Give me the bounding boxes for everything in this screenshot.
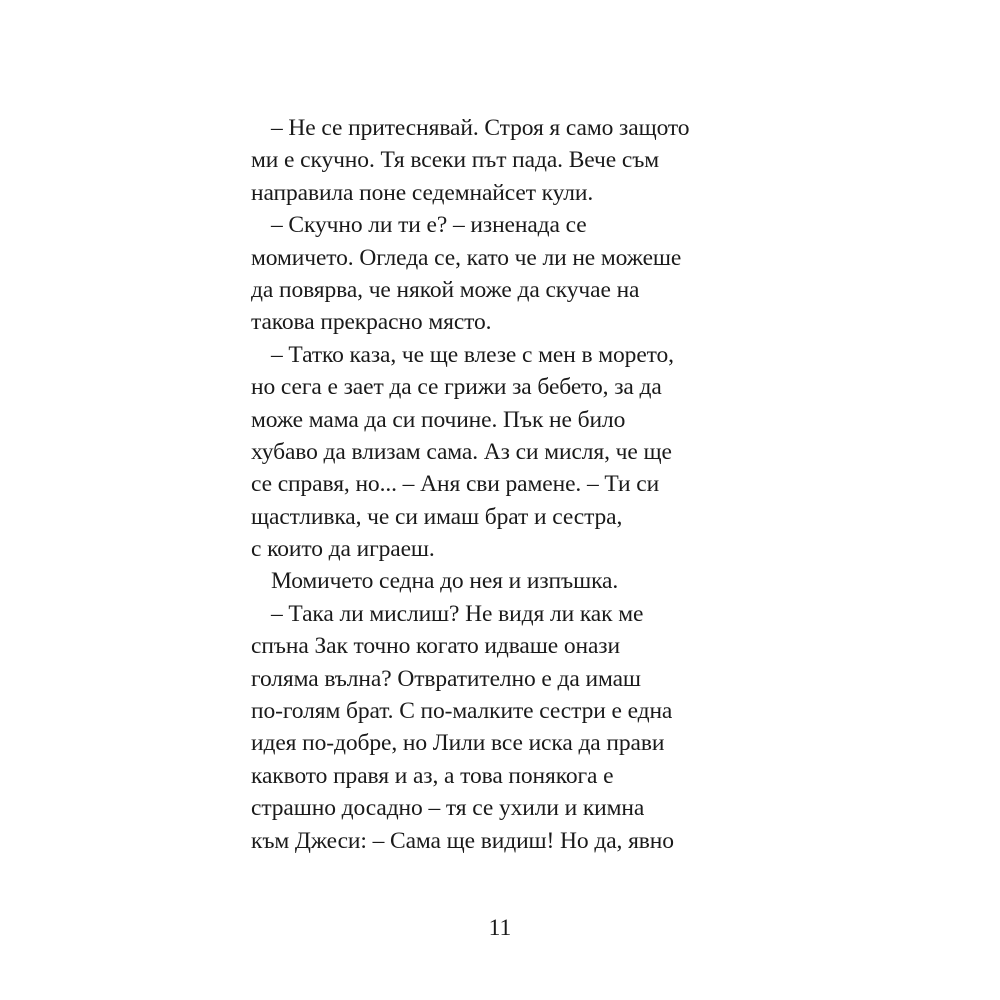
text-line: с които да играеш. [251, 536, 435, 563]
text-line: може мама да си почине. Пък не било [251, 406, 626, 433]
text-line: голяма вълна? Отвратително е да имаш [251, 665, 641, 692]
text-line: – Не се притеснявай. Строя я само защото [271, 115, 690, 141]
text-line: Момичето седна до нея и изпъшка. [271, 568, 619, 595]
text-line: – Татко каза, че ще влезе с мен в морето, [271, 341, 674, 368]
page-number: 11 [488, 915, 512, 941]
text-line: се справя, но... – Аня сви рамене. – Ти си [251, 471, 660, 498]
text-line: страшно досадно – тя се ухили и кимна [251, 795, 645, 822]
text-line: спъна Зак точно когато идваше онази [251, 633, 620, 660]
text-line: такова прекрасно място. [251, 309, 492, 336]
text-line: хубаво да влизам сама. Аз си мисля, че ще [251, 438, 672, 465]
text-line: към Джеси: – Сама ще видиш! Но да, явно [251, 827, 674, 854]
text-line: по-голям брат. С по-малките сестри е една [251, 698, 673, 725]
text-line: идея по-добре, но Лили все иска да прави [251, 730, 665, 757]
text-line: каквото правя и аз, а това понякога е [251, 762, 614, 789]
text-line: направила поне седемнайсет кули. [251, 179, 594, 206]
text-line: – Скучно ли ти е? – изненада се [271, 212, 587, 239]
text-line: – Така ли мислиш? Не видя ли как ме [271, 600, 644, 627]
text-line: момичето. Огледа се, като че ли не можеше [251, 244, 682, 271]
text-line: щастливка, че си имаш брат и сестра, [251, 503, 623, 530]
text-line: ми е скучно. Тя всеки път пада. Вече съм [251, 147, 660, 174]
text-line: но сега е зает да се грижи за бебето, за да [251, 374, 662, 401]
text-line: да повярва, че някой може да скучае на [251, 276, 640, 303]
body-text [251, 112, 721, 857]
